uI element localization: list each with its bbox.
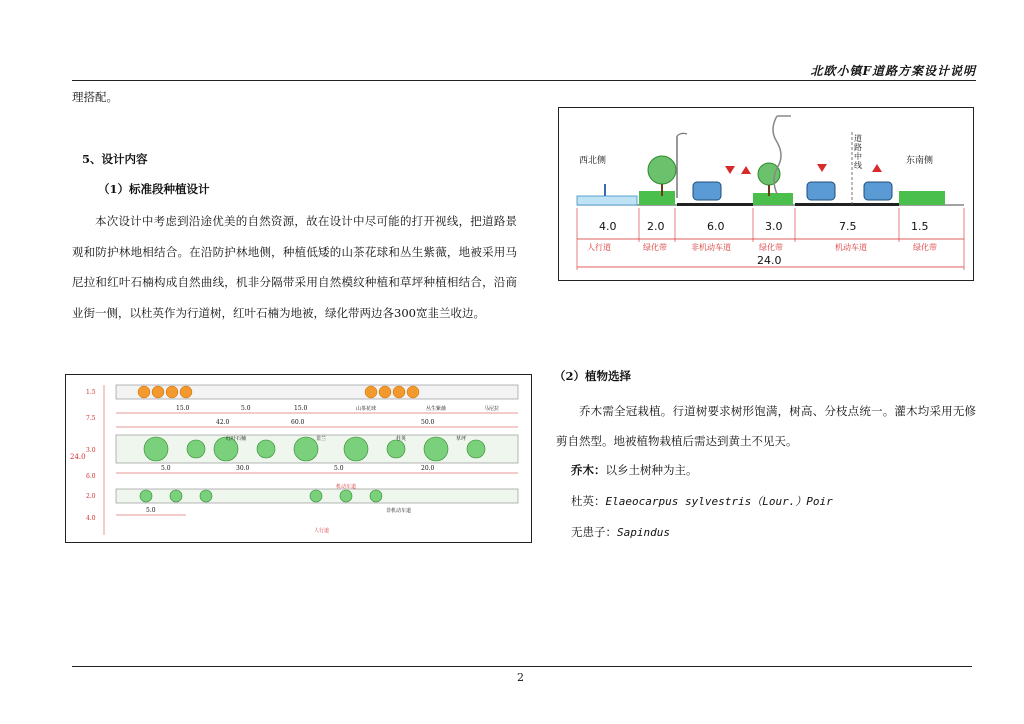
document-header-title: 北欧小镇F道路方案设计说明	[810, 64, 976, 78]
plan-dim-low-4: 20.0	[421, 465, 435, 472]
zone-green-1: 绿化带	[643, 243, 667, 252]
planting-plan-figure	[65, 374, 532, 543]
southeast-label: 东南侧	[906, 156, 934, 166]
footer-rule	[72, 666, 972, 667]
plant-selection-paragraph: 乔木需全冠栽植。行道树要求树形饱满，树高、分枝点统一。灌木均采用无修剪自然型。地被植物栽植后需达到黄土不见天。	[556, 404, 976, 448]
arbor-label: 乔木：	[571, 463, 606, 477]
species-line-2	[571, 524, 670, 541]
width-motor: 7.5	[839, 220, 857, 233]
plan-note-manila: 马尼拉	[484, 406, 500, 412]
plan-dim-top-3: 15.0	[294, 405, 308, 412]
plan-dim-low-1: 5.0	[161, 465, 171, 472]
arbor-text: 以乡土树种为主。	[605, 463, 698, 477]
species-2-cn: 无患子：	[571, 525, 617, 539]
plan-dim-mid-3: 50.0	[421, 419, 435, 426]
total-width: 24.0	[757, 254, 782, 267]
species-line-1	[571, 493, 833, 510]
width-green-3: 1.5	[911, 220, 929, 233]
northwest-label: 西北侧	[579, 156, 607, 166]
plan-note-rain-lily: 韭兰	[316, 436, 327, 442]
plan-note-motorway: 机动车道	[336, 484, 357, 490]
subsection-title-plant-selection: （2）植物选择	[554, 369, 632, 383]
subsection-title-standard-planting: （1）标准段种植设计	[98, 182, 210, 196]
zone-sidewalk: 人行道	[587, 243, 611, 252]
zone-motor: 机动车道	[835, 243, 867, 252]
width-green-2: 3.0	[765, 220, 783, 233]
zone-nonmotor: 非机动车道	[691, 243, 731, 252]
plan-note-crape-myrtle: 丛生紫薇	[426, 406, 447, 412]
plan-note-camellia: 山茶花球	[356, 406, 377, 412]
plan-row-dim-5: 2.0	[86, 493, 96, 500]
plan-note-lawn: 草坪	[456, 436, 467, 442]
species-1-latin: Elaeocarpus sylvestris（Lour.）Poir	[605, 495, 833, 508]
plan-row-dim-1: 1.5	[86, 389, 96, 396]
width-sidewalk: 4.0	[599, 220, 617, 233]
plan-note-elaeocarpus: 杜英	[396, 436, 407, 442]
road-cross-section-figure	[558, 107, 974, 281]
plan-dim-bottom-1: 5.0	[146, 507, 156, 514]
plan-row-dim-4: 6.0	[86, 473, 96, 480]
species-1-cn: 杜英：	[571, 494, 606, 508]
plan-side-total: 24.0	[70, 453, 86, 461]
zone-green-3: 绿化带	[913, 243, 937, 252]
width-nonmotor: 6.0	[707, 220, 725, 233]
plan-row-dim-3: 3.0	[86, 447, 96, 454]
plan-dim-mid-1: 42.0	[216, 419, 230, 426]
plan-note-photinia: 红叶石楠	[226, 436, 247, 442]
continued-text: 理搭配。	[72, 90, 118, 104]
plan-note-nonmotor: 非机动车道	[386, 508, 412, 514]
plan-drawing	[66, 375, 531, 542]
plan-dim-top-1: 15.0	[176, 405, 190, 412]
plan-dim-low-3: 5.0	[334, 465, 344, 472]
plan-row-dim-2: 7.5	[86, 415, 96, 422]
plan-dim-low-2: 30.0	[236, 465, 250, 472]
standard-planting-paragraph: 本次设计中考虑到沿途优美的自然资源，故在设计中尽可能的打开视线，把道路景观和防护林地相结合。在沿防护林地侧，种植低矮的山茶花球和丛生紫薇，地被采用马尼拉和红叶石楠构成自然曲线，机非分隔带采用自然模纹种植和草坪种植相结合，沿商业街一侧，以杜英作为行道树，红叶石楠为地被，绿化带两边各300宽韭兰收边。	[72, 214, 517, 320]
plan-row-dim-6: 4.0	[86, 515, 96, 522]
section-title: 5、设计内容	[82, 152, 148, 166]
plan-dim-top-2: 5.0	[241, 405, 251, 412]
plan-note-sidewalk: 人行道	[314, 528, 330, 534]
centerline-label: 道路中线	[854, 134, 862, 170]
header-rule	[72, 80, 976, 81]
species-2-latin: Sapindus	[617, 526, 670, 539]
page-number: 2	[517, 671, 524, 684]
width-green-1: 2.0	[647, 220, 665, 233]
zone-green-2: 绿化带	[759, 243, 783, 252]
plan-dim-mid-2: 60.0	[291, 419, 305, 426]
arbor-line	[571, 462, 698, 478]
